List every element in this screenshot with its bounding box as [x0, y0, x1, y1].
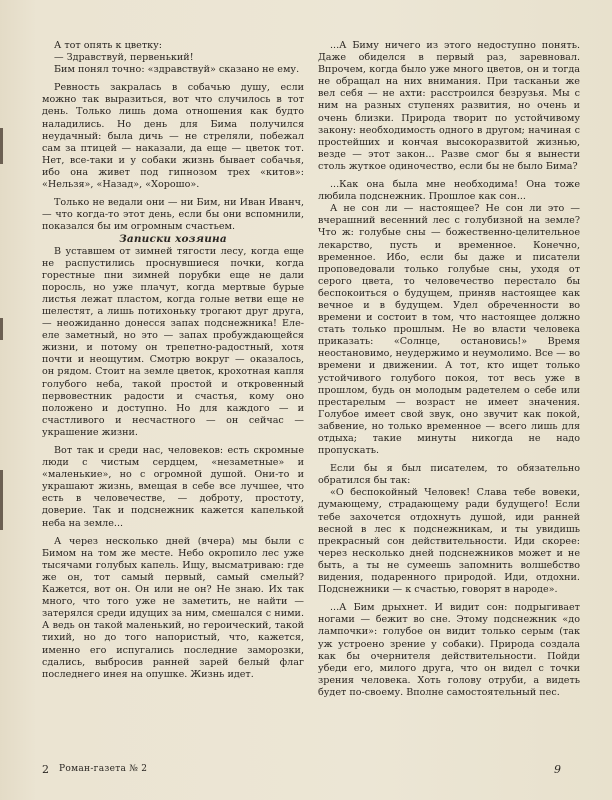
right-column: [318, 40, 580, 699]
paragraph: В уставшем от зимней тягости лесу, когда еще не распустились проснувшиеся почки, когда горестные пни зимней порубки еще не дали поросль, но уже плачут, когда мертвые бурые листья лежат пластом, когда голые ветви еще не шелестят, а лишь потихоньку трогают друг друга, — неожиданно донесся запах подснежника! Еле-еле заметный, но это — запах пробуждающейся жизни, и потому он трепетно-радостный, хотя почти и неощутим. Смотрю вокруг — оказалось, он рядом. Стоит на земле цветок, крохотная капля голубого неба, такой простой и откровенный первовестник радости и счастья, кому оно положено и доступно. Но для каждого — и счастливого и несчастного — он сейчас — украшение жизни.: [42, 245, 304, 438]
scan-edge-mark: [0, 318, 3, 340]
paragraph: А не сон ли — настоящее? Не сон ли это — вчерашний весенний лес с голубизной на земле? Что ж: голубые сны — божественно-целительное лекарство, пусть и временное. Конечно, временное. Ибо, если бы даже и писатели проповедовали только голубые сны, уходя от серого цвета, то человечество перестало бы беспокоиться о будущем, приняв настоящее как вечное и в будущем. Удел обреченности во времени и состоит в том, что настоящее должно стать только прошлым. Не во власти человека приказать: «Солнце, остановись!» Время неостановимо, неудержимо и неумолимо. Все — во времени и движении. А тот, кто ищет только устойчивого голубого покоя, тот весь уже в прошлом, будь он молодым радетелем о себе или престарелым — возраст не имеет значения. Голубое имеет свой звук, оно звучит как покой, забвение, но только временное — всего лишь для отдыха; такие минуты никогда не надо пропускать.: [318, 203, 580, 457]
paragraph: Ревность закралась в собачью душу, если можно так выразиться, вот что случилось в тот день. Только лишь дома отношения как будто наладились. Но день для Бима получился неудачный: была дичь — не стреляли, побежал сам за птицей — наказали, да еще — цветок тот. Нет, все-таки и у собаки жизнь бывает собачья, ибо она живет под гипнозом трех «китов»: «Нельзя», «Назад», «Хорошо».: [42, 82, 304, 191]
paragraph: Вот так и среди нас, человеков: есть скромные люди с чистым сердцем, «незаметные» и «маленькие», но с огромной душой. Они-то и украшают жизнь, вмещая в себе все лучшее, что есть в человечестве, — доброту, простоту, доверие. Так и подснежник кажется капелькой неба на земле...: [42, 445, 304, 529]
scan-edge-mark: [0, 470, 3, 530]
paragraph: Если бы я был писателем, то обязательно обратился бы так:: [318, 463, 580, 487]
paragraph: — Здравствуй, первенький!: [54, 52, 194, 64]
paragraph: «О беспокойный Человек! Слава тебе вовеки, думающему, страдающему ради будущего! Если тебе захочется отдохнуть душой, иди ранней весной в лес к подснежникам, и ты увидишь прекрасный сон действительности. Иди скорее: через несколько дней подснежников может и не быть, а ты не сумеешь запомнить волшебство видения, подаренного природой. Иди, отдохни. Подснежники — к счастью, говорят в народе».: [318, 487, 580, 596]
paragraph: ...Как она была мне необходима! Она тоже любила подснежник. Прошлое как сон...: [318, 179, 580, 203]
paragraph: ...А Биму ничего из этого недоступно понять. Даже обиделся в первый раз, заревновал. Впрочем, когда было уже много цветов, он и тогда не обращал на них внимания. При тасканьи же вел себя — не ахти: расстроился безрузья. Мы с ним на разных ступенях развития, но очень и очень близки. Природа творит по устойчивому закону: необходимость одного в другом; начиная с простейших и кончая высокоразвитой жизнью, везде — этот закон... Разве смог бы я вынести столь жуткое одиночество, если бы не было Бима?: [318, 40, 580, 172]
paragraph: Только не ведали они — ни Бим, ни Иван Иванч, — что когда-то этот день, если бы они вспомнили, показался бы им огромным счастьем.: [42, 197, 304, 233]
scan-edge-mark: [0, 128, 3, 164]
paragraph: А тот опять к цветку:: [54, 40, 163, 51]
section-heading: Записки хозяина: [119, 233, 227, 246]
left-column: [42, 40, 304, 681]
paragraph: А через несколько дней (вчера) мы были с Бимом на том же месте. Небо окропило лес уже тысячами голубых капель. Ищу, высматриваю: где же он, тот самый первый, самый смелый? Кажется, вот он. Он или не он? Не знаю. Их так много, что того уже не заметить, не найти — затерялся среди идущих за ним, смешался с ними. А ведь он такой маленький, но героический, такой тихий, но до того напористый, что, кажется, именно его испугались последние заморозки, сдались, выбросив ранней зарей белый флаг последнего инея на опушке. Жизнь идет.: [42, 535, 304, 680]
paragraph: ...А Бим дрыхнет. И видит сон: подрыгивает ногами — бежит во сне. Этому подснежник «до лампочки»: голубое он видит только серым (так уж устроено зрение у собаки). Природа создала как бы очернителя действительности. Пойди убеди его, милого друга, что он видел с точки зрения человека. Хоть голову отруби, а видеть будет по-своему. Вполне самостоятельный пес.: [318, 602, 580, 698]
paragraph: Бим понял точно: «здравствуй» сказано не ему.: [54, 64, 300, 76]
page-number-right: 9: [554, 763, 561, 776]
magazine-title: Роман-газета № 2: [59, 764, 148, 774]
page-number-left: 2: [42, 763, 49, 776]
